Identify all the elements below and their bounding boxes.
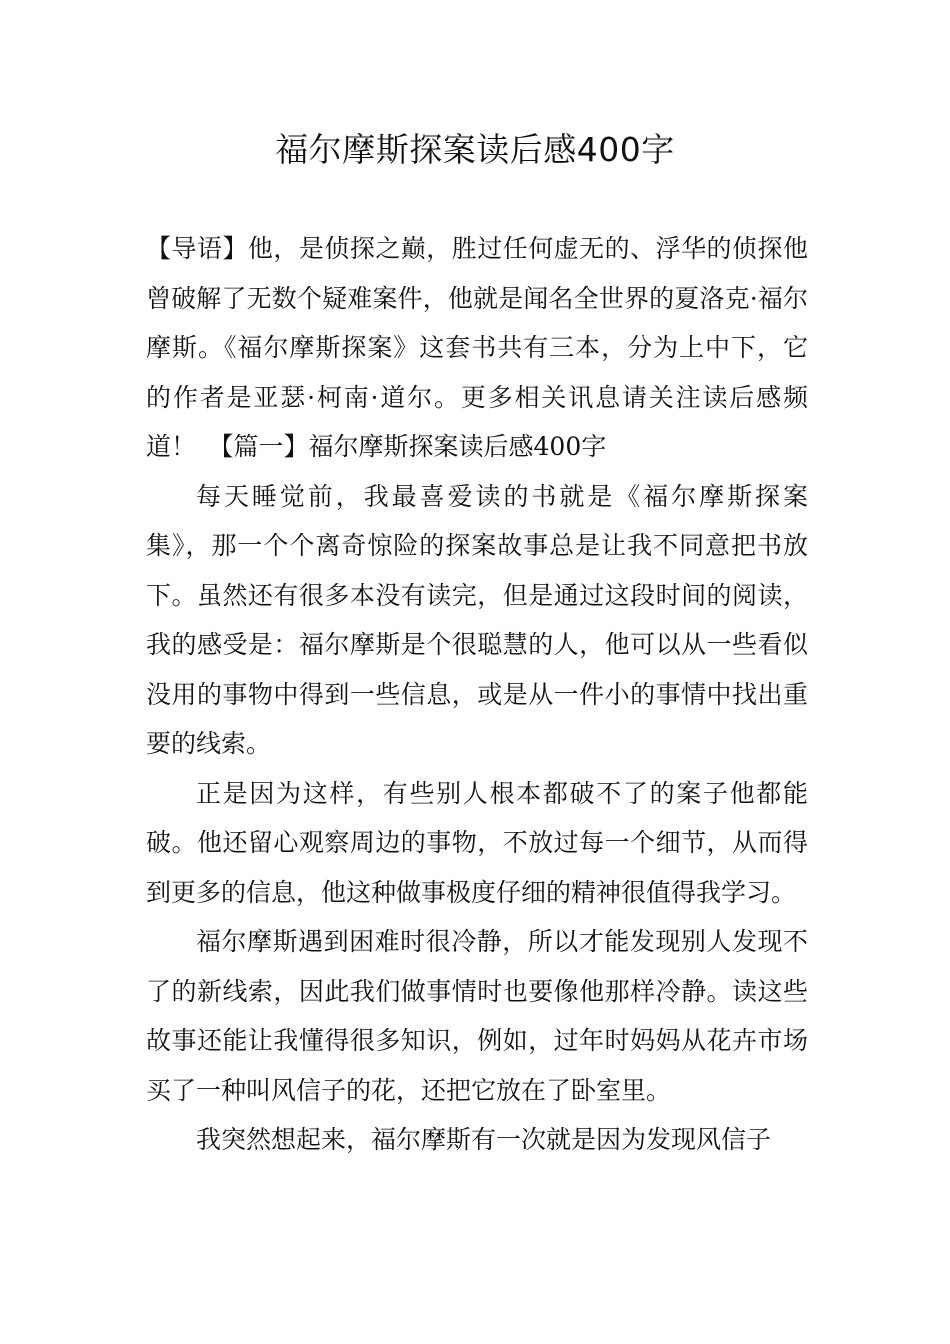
body-paragraph-3: 福尔摩斯遇到困难时很冷静，所以才能发现别人发现不了的新线索，因此我们做事情时也要像他那样冷静。读这些故事还能让我懂得很多知识，例如，过年时妈妈从花卉市场买了一种叫风信子的花，还把它放在了卧室里。 — [146, 927, 808, 1105]
document-body — [146, 224, 808, 1165]
body-paragraph-1: 每天睡觉前，我最喜爱读的书就是《福尔摩斯探案集》，那一个个离奇惊险的探案故事总是让我不同意把书放下。虽然还有很多本没有读完，但是通过这段时间的阅读，我的感受是：福尔摩斯是个很聪慧的人，他可以从一些看似没用的事物中得到一些信息，或是从一件小的事情中找出重要的线索。 — [146, 481, 808, 758]
body-paragraph-2: 正是因为这样，有些别人根本都破不了的案子他都能破。他还留心观察周边的事物，不放过每一个细节，从而得到更多的信息，他这种做事极度仔细的精神很值得我学习。 — [146, 778, 808, 907]
body-paragraph-4: 我突然想起来，福尔摩斯有一次就是因为发现风信子 — [196, 1125, 772, 1154]
intro-paragraph: 【导语】他，是侦探之巅，胜过任何虚无的、浮华的侦探他曾破解了无数个疑难案件，他就是闻名全世界的夏洛克·福尔摩斯。《福尔摩斯探案》这套书共有三本，分为上中下，它的作者是亚瑟·柯南·道尔。更多相关讯息请关注读后感频道！ 【篇一】福尔摩斯探案读后感400字 — [146, 234, 808, 461]
document-title: 福尔摩斯探案读后感400字 — [275, 130, 675, 169]
